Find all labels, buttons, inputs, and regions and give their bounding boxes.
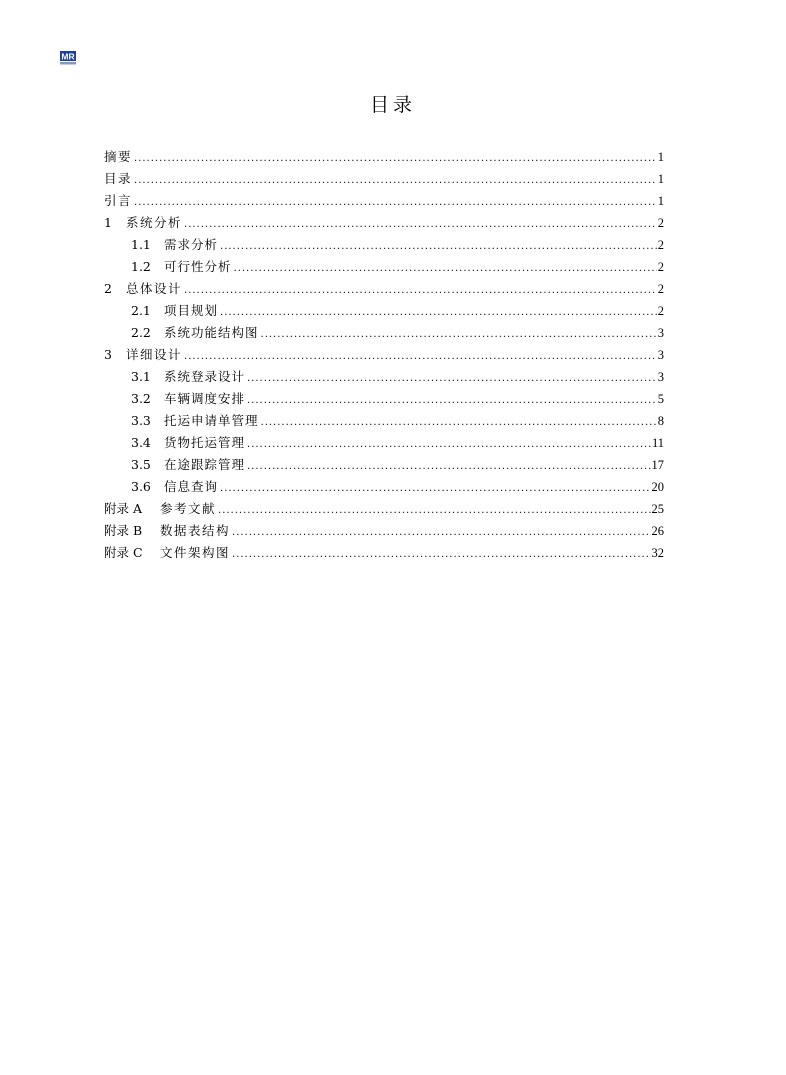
toc-entry[interactable] — [104, 190, 664, 212]
toc-entry-page-number: 5 — [657, 392, 664, 406]
toc-entry-number: 1.1 — [131, 237, 151, 252]
toc-entry-number: 2.2 — [131, 325, 151, 340]
toc-dot-leader — [247, 456, 650, 478]
toc-entry-page-number: 1 — [657, 194, 664, 208]
toc-entry-title: 摘要 — [104, 149, 133, 164]
toc-entry-number: 3.6 — [131, 479, 151, 494]
toc-entry-number: 3.4 — [131, 435, 151, 450]
toc-entry[interactable] — [104, 278, 664, 300]
toc-entry-number: 1.2 — [131, 259, 151, 274]
toc-entry-title: 目录 — [104, 171, 133, 186]
toc-entry-title: 货物托运管理 — [164, 435, 246, 450]
toc-entry[interactable] — [104, 410, 664, 432]
toc-entry-page-number: 32 — [651, 546, 664, 560]
toc-dot-leader — [184, 280, 657, 302]
toc-dot-leader — [134, 148, 657, 170]
toc-entry-page-number: 11 — [651, 436, 664, 450]
toc-dot-leader — [247, 434, 651, 456]
toc-entry-title: 文件架构图 — [160, 545, 231, 560]
toc-entry-title: 需求分析 — [164, 237, 219, 252]
toc-entry-title: 可行性分析 — [164, 259, 232, 274]
toc-entry-title: 信息查询 — [164, 479, 219, 494]
toc-entry[interactable] — [104, 146, 664, 168]
toc-entry[interactable] — [104, 344, 664, 366]
toc-entry[interactable] — [104, 388, 664, 410]
mr-logo-icon — [60, 51, 76, 65]
toc-entry-title: 项目规划 — [164, 303, 219, 318]
toc-entry-page-number: 2 — [657, 238, 664, 252]
toc-entry-page-number: 26 — [651, 524, 664, 538]
toc-entry-number: 3.3 — [131, 413, 151, 428]
table-of-contents — [104, 146, 664, 564]
toc-dot-leader — [234, 258, 657, 280]
toc-dot-leader — [261, 324, 657, 346]
toc-dot-leader — [261, 412, 657, 434]
toc-entry-title: 在途跟踪管理 — [164, 457, 246, 472]
toc-entry-page-number: 1 — [657, 172, 664, 186]
toc-entry[interactable] — [104, 432, 664, 454]
toc-dot-leader — [218, 500, 650, 522]
toc-entry-number: 附录 C — [104, 545, 143, 560]
toc-entry-page-number: 3 — [657, 370, 664, 384]
toc-entry[interactable] — [104, 168, 664, 190]
toc-entry-title: 车辆调度安排 — [164, 391, 246, 406]
toc-entry-page-number: 2 — [657, 304, 664, 318]
toc-entry-title: 系统分析 — [126, 215, 183, 230]
toc-entry-title: 引言 — [104, 193, 133, 208]
toc-dot-leader — [247, 368, 657, 390]
toc-entry-number: 3.5 — [131, 457, 151, 472]
toc-entry-title: 详细设计 — [126, 347, 183, 362]
toc-entry-page-number: 8 — [657, 414, 664, 428]
toc-entry-page-number: 17 — [651, 458, 664, 472]
toc-entry[interactable] — [104, 542, 664, 564]
toc-entry-number: 1 — [104, 215, 112, 230]
toc-entry-number: 2 — [104, 281, 112, 296]
toc-entry[interactable] — [104, 366, 664, 388]
toc-entry-title: 数据表结构 — [160, 523, 231, 538]
toc-dot-leader — [134, 170, 657, 192]
toc-entry[interactable] — [104, 476, 664, 498]
toc-entry-page-number: 1 — [657, 150, 664, 164]
toc-entry-number: 3.1 — [131, 369, 151, 384]
toc-entry-number: 附录 B — [104, 523, 143, 538]
toc-entry-number: 2.1 — [131, 303, 151, 318]
toc-entry-page-number: 3 — [657, 326, 664, 340]
page-title: 目录 — [369, 94, 416, 116]
toc-entry-number: 3.2 — [131, 391, 151, 406]
toc-entry-number: 3 — [104, 347, 112, 362]
toc-entry-page-number: 20 — [651, 480, 664, 494]
toc-dot-leader — [220, 478, 650, 500]
toc-entry-title: 参考文献 — [160, 501, 217, 516]
svg-text:MR: MR — [61, 51, 75, 62]
toc-entry-page-number: 2 — [657, 260, 664, 274]
toc-entry-number: 附录 A — [104, 501, 143, 516]
toc-entry-page-number: 2 — [657, 282, 664, 296]
toc-dot-leader — [220, 302, 657, 324]
toc-dot-leader — [184, 346, 657, 368]
toc-entry[interactable] — [104, 256, 664, 278]
toc-entry[interactable] — [104, 322, 664, 344]
toc-entry[interactable] — [104, 234, 664, 256]
toc-dot-leader — [184, 214, 657, 236]
toc-entry-title: 系统功能结构图 — [164, 325, 259, 340]
toc-entry-page-number: 3 — [657, 348, 664, 362]
toc-entry-page-number: 2 — [657, 216, 664, 230]
toc-entry-title: 总体设计 — [126, 281, 183, 296]
toc-dot-leader — [220, 236, 657, 258]
toc-entry[interactable] — [104, 520, 664, 542]
toc-entry[interactable] — [104, 498, 664, 520]
toc-entry[interactable] — [104, 212, 664, 234]
toc-entry-page-number: 25 — [651, 502, 664, 516]
toc-entry[interactable] — [104, 454, 664, 476]
logo — [60, 51, 76, 65]
toc-dot-leader — [134, 192, 657, 214]
toc-dot-leader — [232, 544, 650, 566]
toc-entry-title: 系统登录设计 — [164, 369, 246, 384]
toc-entry-title: 托运申请单管理 — [164, 413, 259, 428]
toc-dot-leader — [247, 390, 657, 412]
toc-entry[interactable] — [104, 300, 664, 322]
toc-dot-leader — [232, 522, 650, 544]
